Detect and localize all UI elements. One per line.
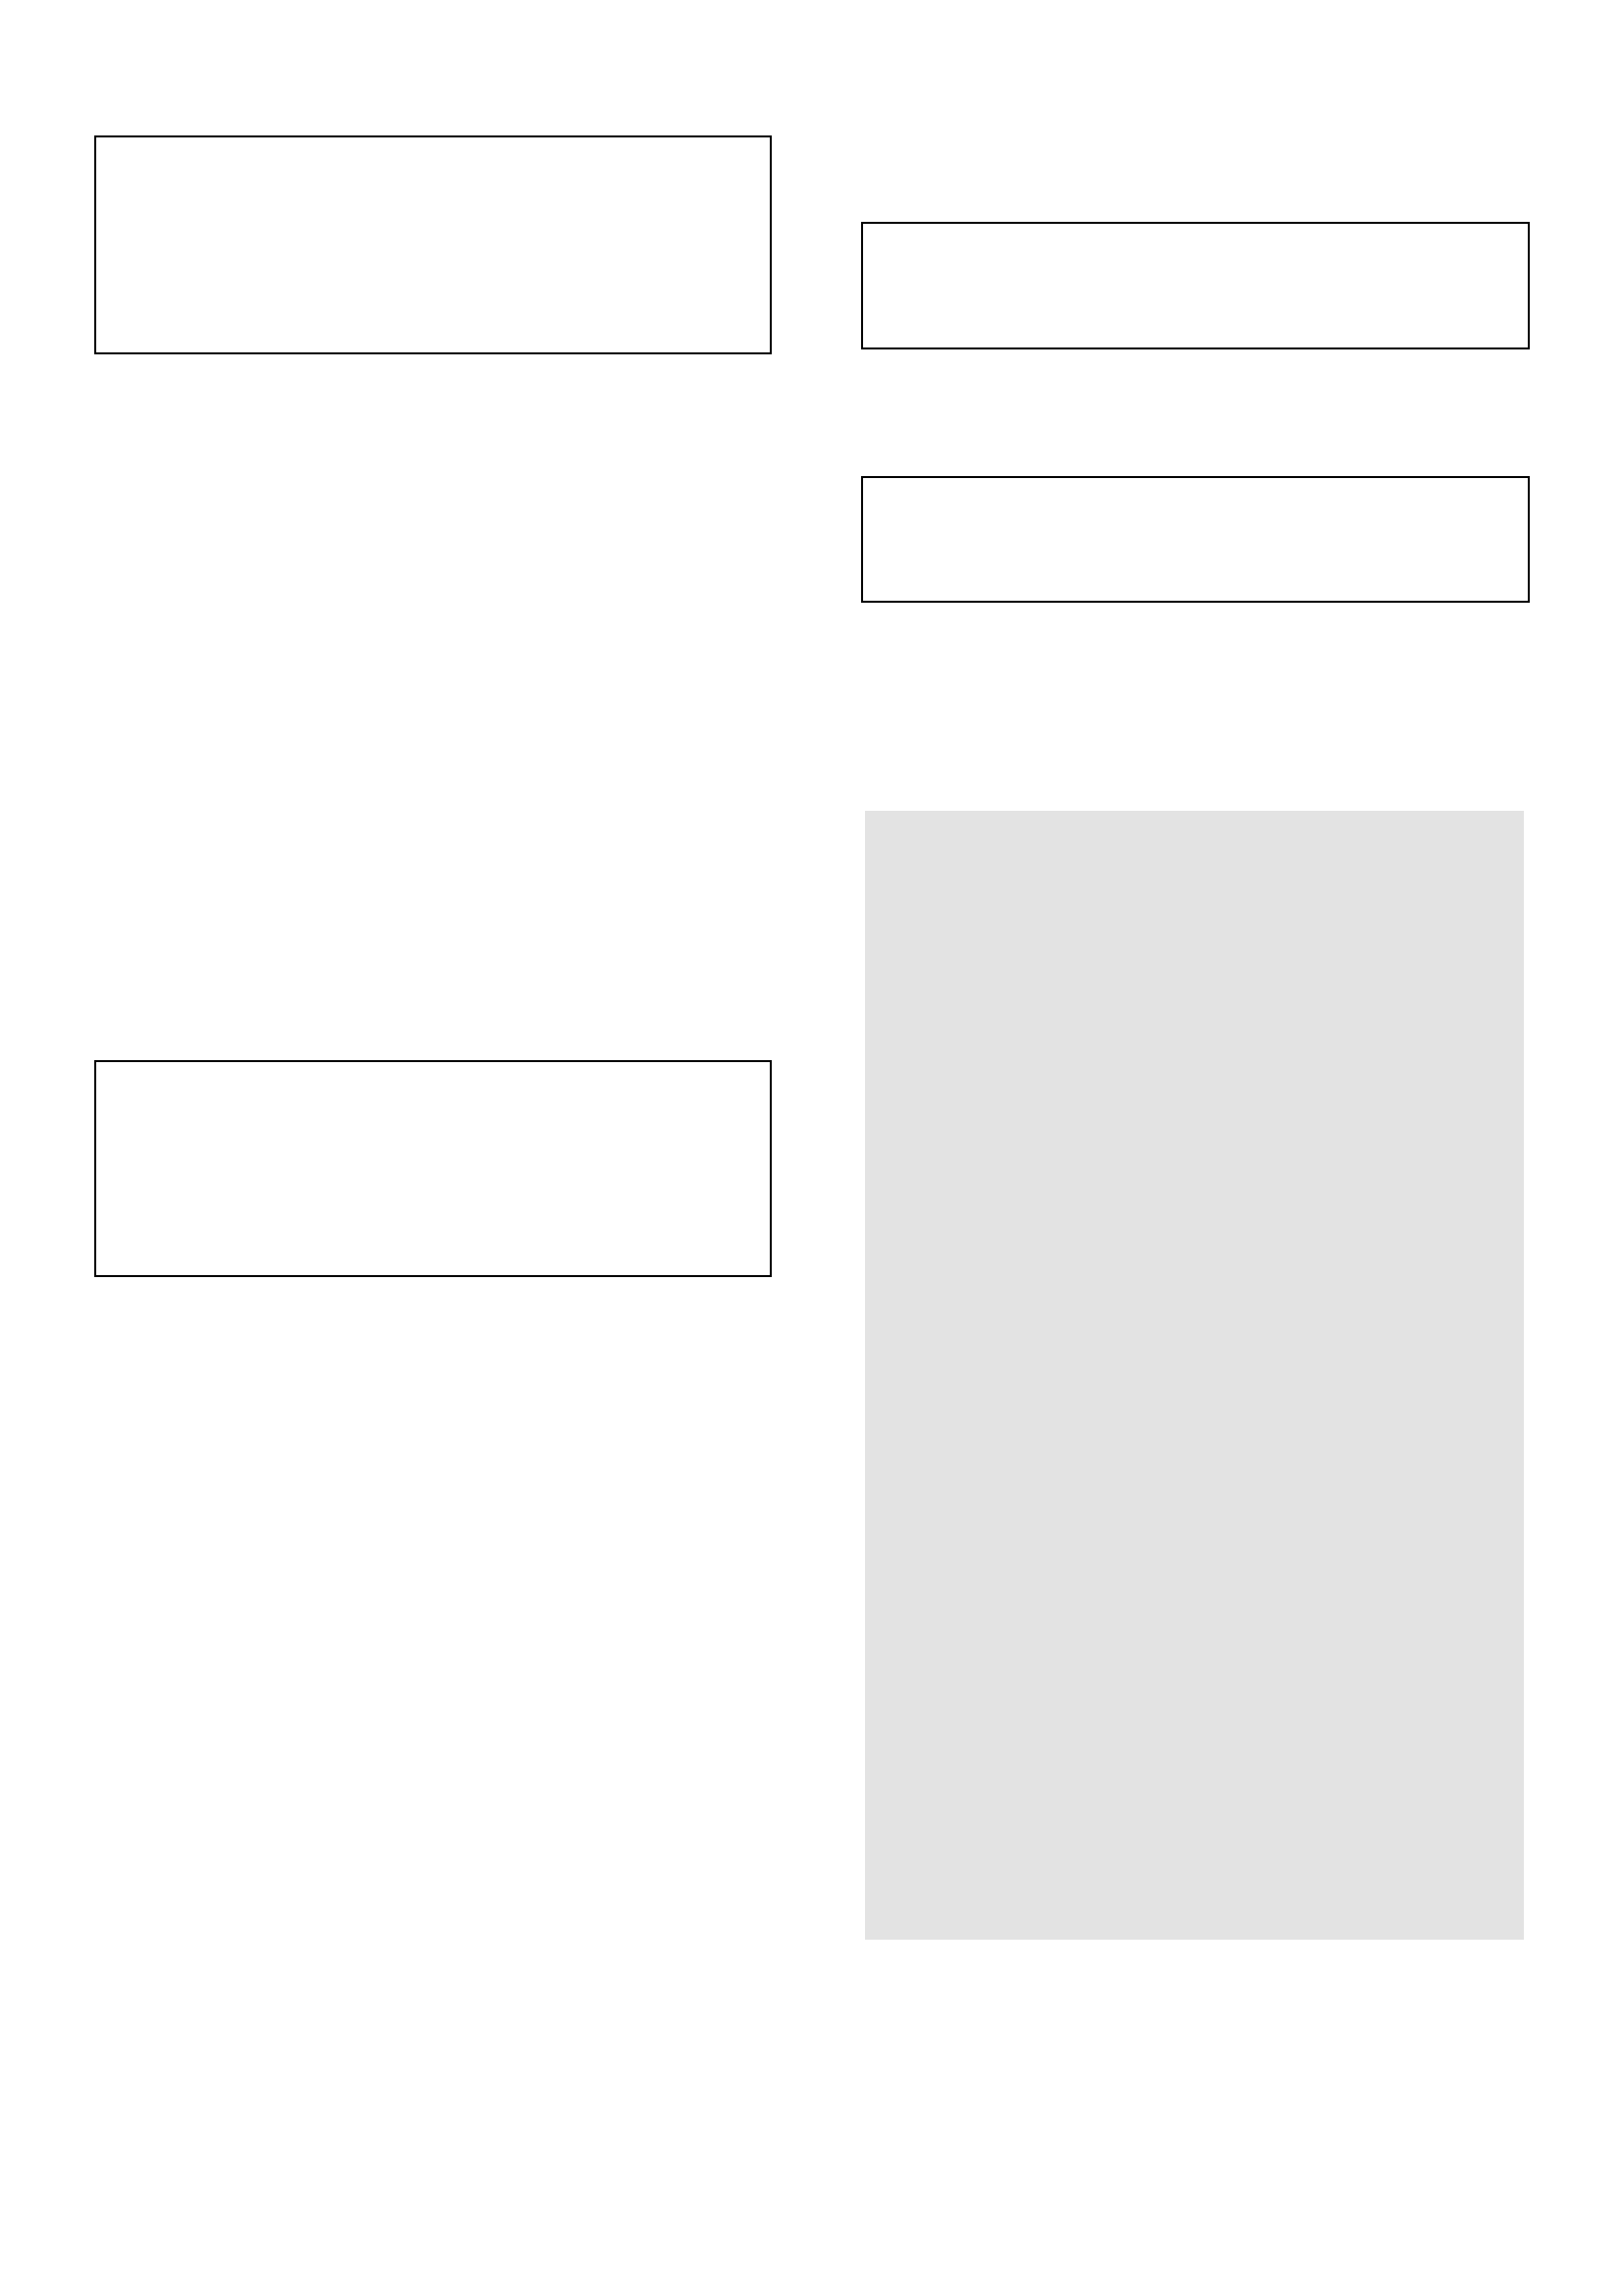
montserrat-masses-heading: [94, 371, 771, 401]
sagrats-cors-title: [861, 189, 1529, 226]
schedule-item: [102, 237, 113, 264]
baptisms-heading: [98, 1705, 771, 1735]
office-hours: [869, 544, 890, 571]
schedule-item: [869, 259, 880, 287]
office-hours: [102, 268, 762, 295]
sant-feliu-masses-heading: [94, 1299, 771, 1329]
phone-line: [869, 574, 883, 602]
schedule-item: [102, 1097, 113, 1125]
schedule-heading: [102, 141, 123, 169]
montserrat-masses-list: [108, 406, 776, 622]
schedule-item: [869, 320, 880, 347]
collections-heading: [98, 880, 771, 909]
schedule-item: [102, 1160, 113, 1188]
rocaprevera-schedule-box: [861, 476, 1530, 603]
rocaprevera-masses-list: [869, 659, 1529, 737]
funerals-heading: [98, 671, 771, 701]
sagrats-cors-schedule-box: [861, 222, 1530, 349]
schedule-item: [102, 205, 113, 233]
sant-feliu-schedule-box: [94, 1060, 772, 1277]
montserrat-schedule-box: [94, 135, 772, 354]
collections-heading: [98, 1854, 771, 1884]
schedule-heading: [102, 1066, 123, 1094]
rocaprevera-masses-heading: [861, 622, 1529, 653]
agenda-panel: [865, 811, 1524, 1940]
phone-line: [102, 1249, 116, 1276]
schedule-item: [869, 290, 880, 317]
montserrat-title: [94, 101, 771, 139]
schedule-item: [102, 1129, 113, 1156]
phone-line: [102, 327, 116, 354]
schedule-item: [102, 173, 113, 200]
office-hours: [102, 1192, 123, 1219]
sant-feliu-masses-list: [108, 1336, 776, 1650]
schedule-heading: [869, 228, 890, 255]
schedule-heading: [869, 482, 890, 509]
schedule-item: [869, 512, 880, 540]
